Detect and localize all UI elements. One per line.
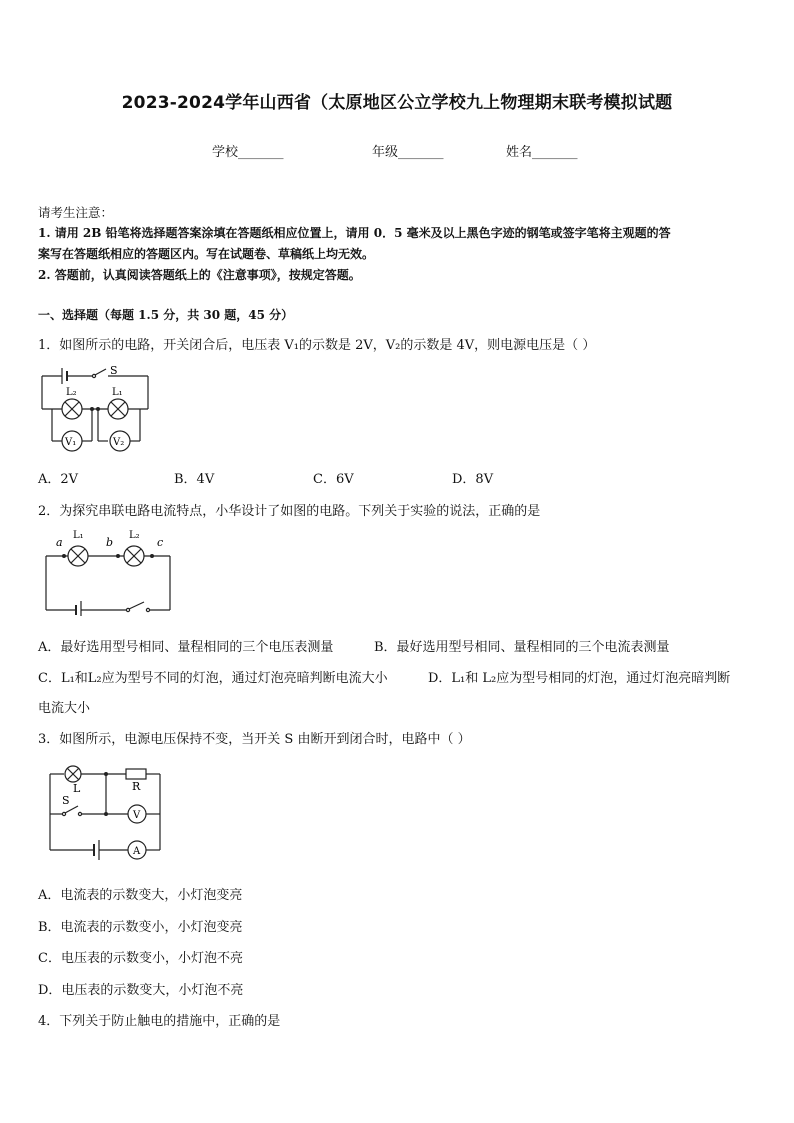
q2-option-b: B．最好选用型号相同、量程相同的三个电流表测量 [374, 640, 670, 655]
q3-resistor-label: R [132, 780, 141, 793]
q3-option-d: D．电压表的示数变大，小灯泡不亮 [38, 983, 244, 998]
q1-option-d: D．8V [452, 472, 494, 487]
q1-lamp1-label: L₁ [112, 387, 123, 398]
q2-point-a-label: a [56, 536, 63, 549]
q2-option-a: A．最好选用型号相同、量程相同的三个电压表测量 [38, 640, 334, 655]
q1-option-b: B．4V [174, 472, 215, 487]
page-title: 2023-2024学年山西省（太原地区公立学校九上物理期末联考模拟试题 [121, 93, 673, 113]
q1-lamp2-label: L₂ [66, 387, 77, 398]
q4-stem: 4．下列关于防止触电的措施中，正确的是 [38, 1014, 281, 1029]
q2-option-d: D．L₁和 L₂应为型号相同的灯泡，通过灯泡亮暗判断 [428, 671, 731, 686]
q3-ammeter-label: A [133, 846, 141, 857]
notice-heading: 请考生注意： [38, 205, 114, 220]
notice-line-1: 1. 请用 2B 铅笔将选择题答案涂填在答题纸相应位置上，请用 0．5 毫米及以上黑色字迹的钢笔或签字笔将主观题的答 [38, 226, 671, 240]
q2-lamp2-label: L₂ [129, 530, 140, 541]
q2-option-c: C．L₁和L₂应为型号不同的灯泡，通过灯泡亮暗判断电流大小 [38, 671, 388, 686]
notice-line-2: 2. 答题前，认真阅读答题纸上的《注意事项》，按规定答题。 [38, 268, 361, 282]
q3-stem: 3．如图所示，电源电压保持不变，当开关 S 由断开到闭合时，电路中（ ） [38, 732, 471, 747]
q2-lamp1-label: L₁ [73, 530, 84, 541]
q3-lamp-label: L [73, 782, 81, 795]
section-heading: 一、选择题（每题 1.5 分，共 30 题，45 分） [38, 308, 294, 322]
grade-field: 年级_______ [372, 145, 444, 160]
q1-stem: 1．如图所示的电路，开关闭合后，电压表 V₁的示数是 2V，V₂的示数是 4V，则电源电压是（ ） [38, 338, 596, 353]
q2-option-d-continued: 电流大小 [38, 701, 91, 716]
q1-option-a: A．2V [38, 472, 79, 487]
q3-circuit-diagram [44, 760, 170, 860]
name-field: 姓名_______ [506, 145, 578, 160]
q3-switch-label: S [62, 794, 70, 807]
school-field: 学校_______ [212, 145, 284, 160]
q2-stem: 2．为探究串联电路电流特点，小华设计了如图的电路。下列关于实验的说法，正确的是 [38, 504, 541, 519]
q1-circuit-diagram [36, 360, 156, 456]
q1-option-c: C．6V [313, 472, 354, 487]
q1-v1-label: V₁ [65, 437, 77, 448]
q2-point-b-label: b [106, 536, 114, 549]
q3-option-c: C．电压表的示数变小，小灯泡不亮 [38, 951, 243, 966]
q3-voltmeter-label: V [133, 810, 141, 821]
q2-point-c-label: c [157, 536, 164, 549]
notice-line-1b: 案写在答题纸相应的答题区内。写在试题卷、草稿纸上均无效。 [38, 247, 375, 261]
q1-switch-label: S [110, 364, 118, 377]
q2-circuit-diagram [40, 526, 178, 616]
q1-v2-label: V₂ [113, 437, 125, 448]
q3-option-a: A．电流表的示数变大，小灯泡变亮 [38, 888, 243, 903]
q3-option-b: B．电流表的示数变小，小灯泡变亮 [38, 920, 243, 935]
